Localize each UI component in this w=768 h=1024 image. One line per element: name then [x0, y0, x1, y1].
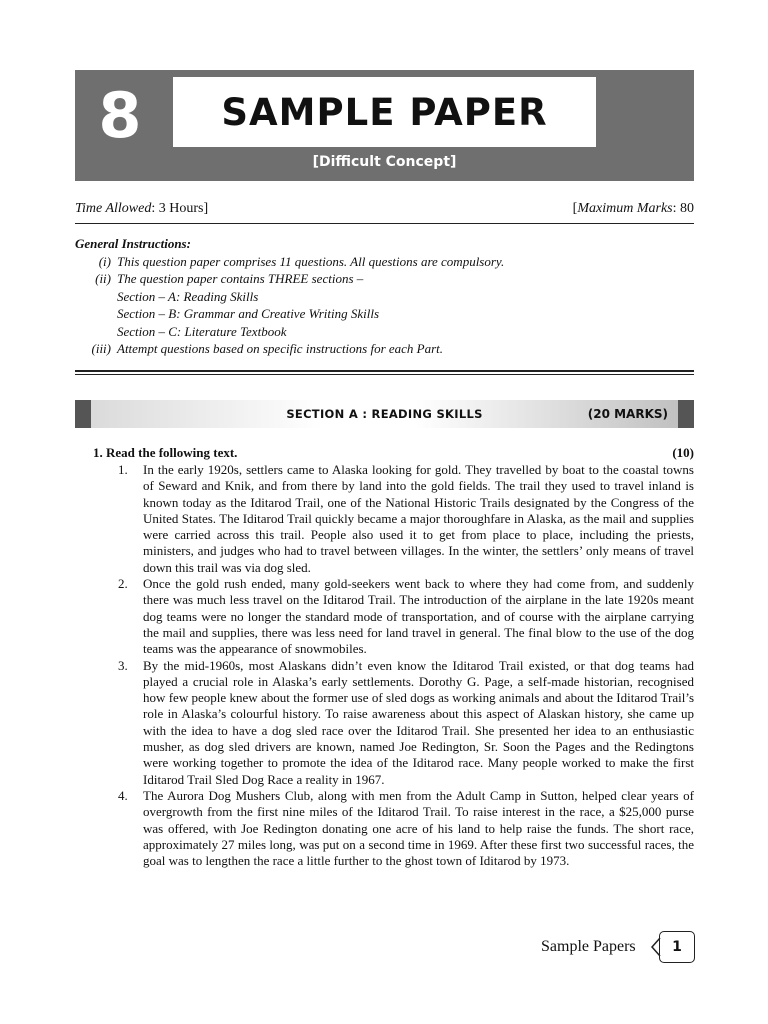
section-list-item: Section – A: Reading Skills: [117, 288, 259, 304]
instructions-title: General Instructions:: [75, 236, 191, 251]
instruction-item: (i) This question paper comprises 11 questions. All questions are compulsory.: [98, 253, 505, 269]
section-title: SECTION A : READING SKILLS: [286, 407, 483, 421]
question-marks: (10): [672, 445, 694, 460]
passage-paragraph: 2. Once the gold rush ended, many gold-seekers went back to where they had come from, and suddenly there was much less travel on the Iditarod Trail. The introduction of the airplane in the late 1920s meant dog teams were no longer the standard mode of transportation, and of course with the airplane carrying the mail and supplies, there was less need for land travel in general. The final blow to the use of the dog teams was the appearance of snowmobiles.: [118, 576, 694, 657]
title-box: [173, 77, 596, 147]
divider: [75, 223, 694, 224]
question-label: 1. Read the following text.: [93, 445, 238, 460]
section-marks: (20 MARKS): [587, 407, 668, 421]
section-bar-cap-right: [678, 400, 694, 428]
reading-passage: [118, 462, 694, 869]
passage-paragraph: 3. By the mid-1960s, most Alaskans didn’t even know the Iditarod Trail existed, or that dog teams had played a crucial role in Alaska’s early settlements. Dorothy G. Page, a self-made historian, recognised how few people knew about the former use of sled dogs as working animals and about the Iditarod Trail’s role in Alaska’s colourful history. To raise awareness about this aspect of Alaskan history, she came up with the idea to have a dog sled race over the Iditarod Trail. She presented her idea to an enthusiastic musher, as dog sled drivers are known, named Joe Redington, Sr. Soon the Pages and the Redingtons were working together to promote the idea of the Iditarod race. Many people worked to make the first Iditarod Trail Sled Dog Race a reality in 1967.: [118, 657, 694, 787]
section-list-item: Section – B: Grammar and Creative Writing Skills: [117, 306, 380, 321]
instruction-item: (ii) The question paper contains THREE sections –: [95, 271, 364, 286]
maximum-marks: [Maximum Marks: 80: [572, 201, 694, 216]
general-instructions: [75, 235, 694, 358]
section-list-item: Section – C: Literature Textbook: [117, 323, 287, 339]
page-number: 1: [659, 931, 695, 963]
double-rule-bottom: [75, 374, 694, 375]
passage-paragraph: 1. In the early 1920s, settlers came to Alaska looking for gold. They travelled by boat to the coastal towns of Seward and Knik, and from there by land into the gold fields. The trail they used to travel inland is known today as the Iditarod Trail, one of the National Historic Trails designated by the Congress of the United States. The Iditarod Trail quickly became a major thoroughfare in Alaska, as the mail and supplies were carried across this trail. People also used it to get from place to place, including the priests, ministers, and judges who had to travel between villages. In the winter, the settlers’ only means of travel down this trail was via dog sled.: [118, 462, 694, 575]
time-allowed: Time Allowed: 3 Hours]: [75, 201, 209, 216]
passage-paragraph: 4. The Aurora Dog Mushers Club, along with men from the Adult Camp in Sutton, helped clear years of overgrowth from the first nine miles of the Iditarod Trail. To raise interest in the race, a $25,000 purse was offered, with Joe Redington donating one acre of his land to help raise the funds. The short race, approximately 27 miles long, was put on a second time in 1969. After these first two successful races, the goal was to lengthen the race a little further to the ghost town of Iditarod by 1973.: [118, 787, 694, 869]
section-a-bar: [75, 400, 694, 428]
page-title: SAMPLE PAPER: [221, 90, 548, 134]
question-heading: [93, 444, 694, 461]
instruction-item: (iii) Attempt questions based on specific instructions for each Part.: [91, 341, 444, 356]
footer-label: Sample Papers: [541, 938, 636, 955]
paper-number: 8: [98, 79, 142, 152]
subtitle: [Difficult Concept]: [312, 154, 457, 170]
double-rule-top: [75, 370, 694, 372]
